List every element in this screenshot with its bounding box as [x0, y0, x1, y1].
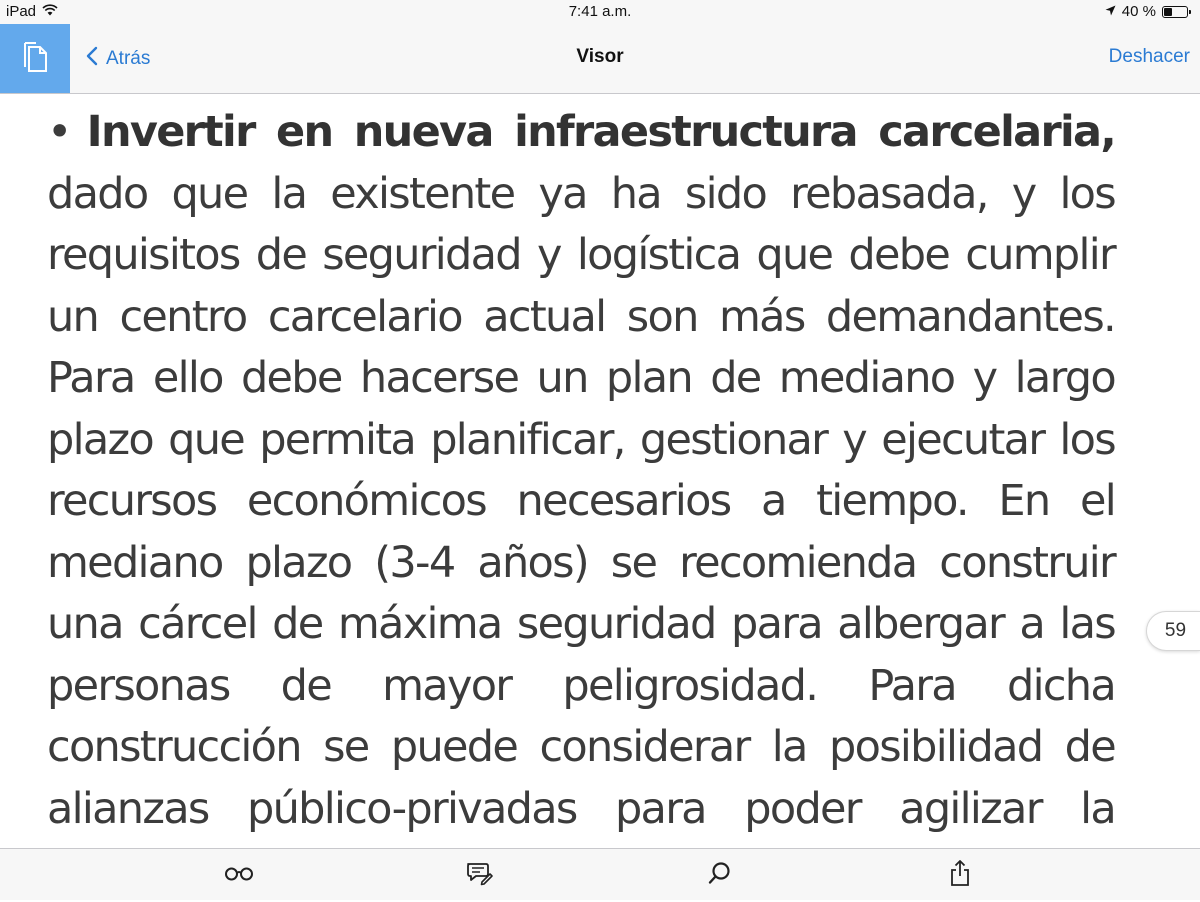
- bottom-toolbar: [0, 848, 1200, 900]
- status-bar: [0, 0, 1200, 24]
- location-arrow-icon: [1105, 3, 1116, 20]
- undo-button[interactable]: Deshacer: [1108, 46, 1190, 67]
- share-icon: [949, 859, 971, 891]
- reading-mode-button[interactable]: [223, 861, 255, 889]
- documents-icon: [22, 41, 48, 77]
- paragraph-body: dado que la existente ya ha sido rebasada, y los requisitos de seguridad y logística que debe cumplir un centro carcelario actual son más demandantes. Para ello debe hacerse un plan de mediano y largo plazo que permita planificar, gestionar y ejecutar los recursos económicos necesarios a tiempo. En el mediano plazo (3-4 años) se recomienda construir una cárcel de máxima seguridad para albergar a las personas de mayor peligrosidad. Para dicha construcción se puede considerar la posibilidad de alianzas público-privadas para poder agilizar la: [47, 168, 1115, 834]
- document-view[interactable]: [47, 102, 1115, 847]
- search-button[interactable]: [704, 861, 736, 889]
- chevron-left-icon: [86, 46, 98, 72]
- nav-bar: [0, 24, 1200, 94]
- search-icon: [708, 861, 732, 889]
- battery-fill: [1164, 8, 1172, 16]
- reading-glasses-icon: [224, 865, 254, 885]
- back-button[interactable]: [86, 46, 150, 72]
- annotations-icon: [465, 861, 493, 889]
- back-label: Atrás: [106, 48, 151, 69]
- battery-icon: [1162, 6, 1188, 18]
- annotations-button[interactable]: [463, 861, 495, 889]
- documents-button[interactable]: [0, 24, 70, 93]
- page-title: Visor: [576, 46, 624, 67]
- bold-lead-text: Invertir en nueva infraestructura carcelaria,: [86, 107, 1115, 157]
- share-button[interactable]: [944, 861, 976, 889]
- page-number-badge[interactable]: 59: [1146, 611, 1200, 651]
- bullet-marker: •: [47, 107, 71, 157]
- device-name: iPad: [6, 3, 37, 20]
- battery-percent: 40 %: [1121, 3, 1156, 20]
- status-time: 7:41 a.m.: [568, 3, 632, 20]
- bullet-paragraph: [47, 102, 1115, 902]
- status-right: [1105, 3, 1188, 20]
